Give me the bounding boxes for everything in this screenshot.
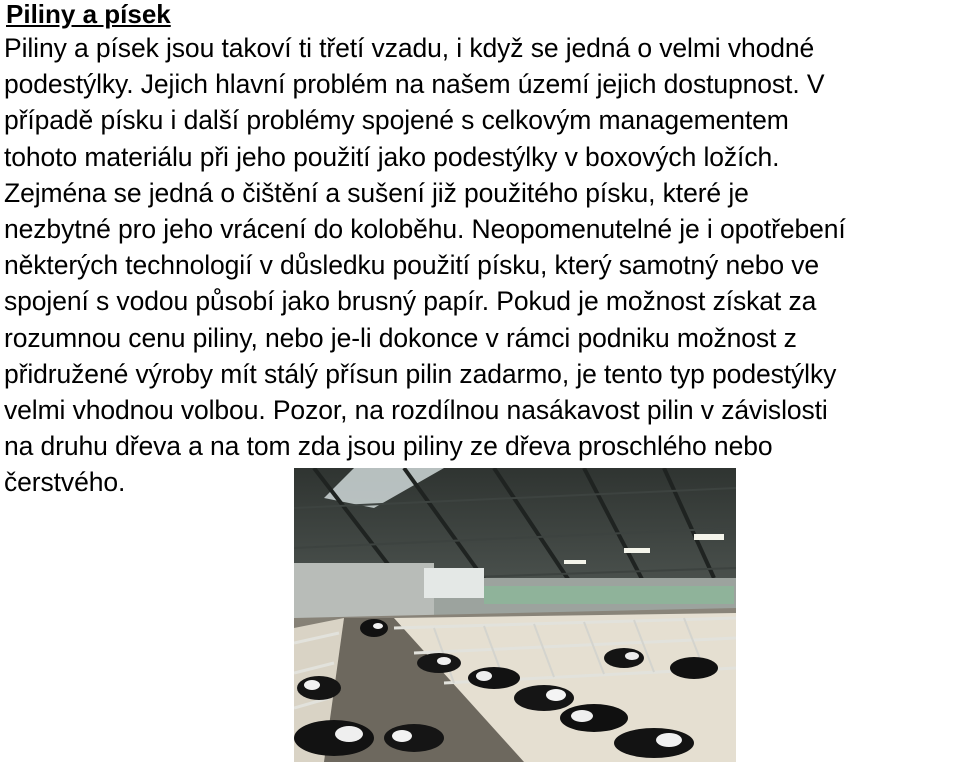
paragraph-line: případě písku i další problémy spojené s celkovým managementem <box>4 105 789 136</box>
paragraph-line: některých technologií v důsledku použití písku, který samotný nebo ve <box>4 250 820 281</box>
paragraph-line: velmi vhodnou volbou. Pozor, na rozdílnou nasákavost pilin v závislosti <box>4 395 828 426</box>
paragraph-line: čerstvého. <box>4 467 126 498</box>
paragraph-line: nezbytné pro jeho vrácení do koloběhu. Neopomenutelné je i opotřebení <box>4 214 846 245</box>
paragraph-line: podestýlky. Jejich hlavní problém na našem území jejich dostupnost. V <box>4 69 825 100</box>
paragraph-line: rozumnou cenu piliny, nebo je-li dokonce v rámci podniku možnost z <box>4 322 797 353</box>
paragraph-line: přidružené výroby mít stálý přísun pilin zadarmo, je tento typ podestýlky <box>4 358 837 389</box>
paragraph-line: Piliny a písek jsou takoví ti třetí vzadu, i když se jedná o velmi vhodné <box>4 33 815 63</box>
paragraph-line: spojení s vodou působí jako brusný papír. Pokud je možnost získat za <box>4 286 817 317</box>
paragraph-line: Zejména se jedná o čištění a sušení již použitého písku, které je <box>4 177 749 208</box>
body-paragraph <box>4 30 960 501</box>
slide-title: Piliny a písek <box>6 0 171 29</box>
paragraph-line: na druhu dřeva a na tom zda jsou piliny ze dřeva proschlého nebo <box>4 431 773 462</box>
cow-barn-photo <box>294 468 736 762</box>
paragraph-line: tohoto materiálu při jeho použití jako podestýlky v boxových ložích. <box>4 141 780 172</box>
